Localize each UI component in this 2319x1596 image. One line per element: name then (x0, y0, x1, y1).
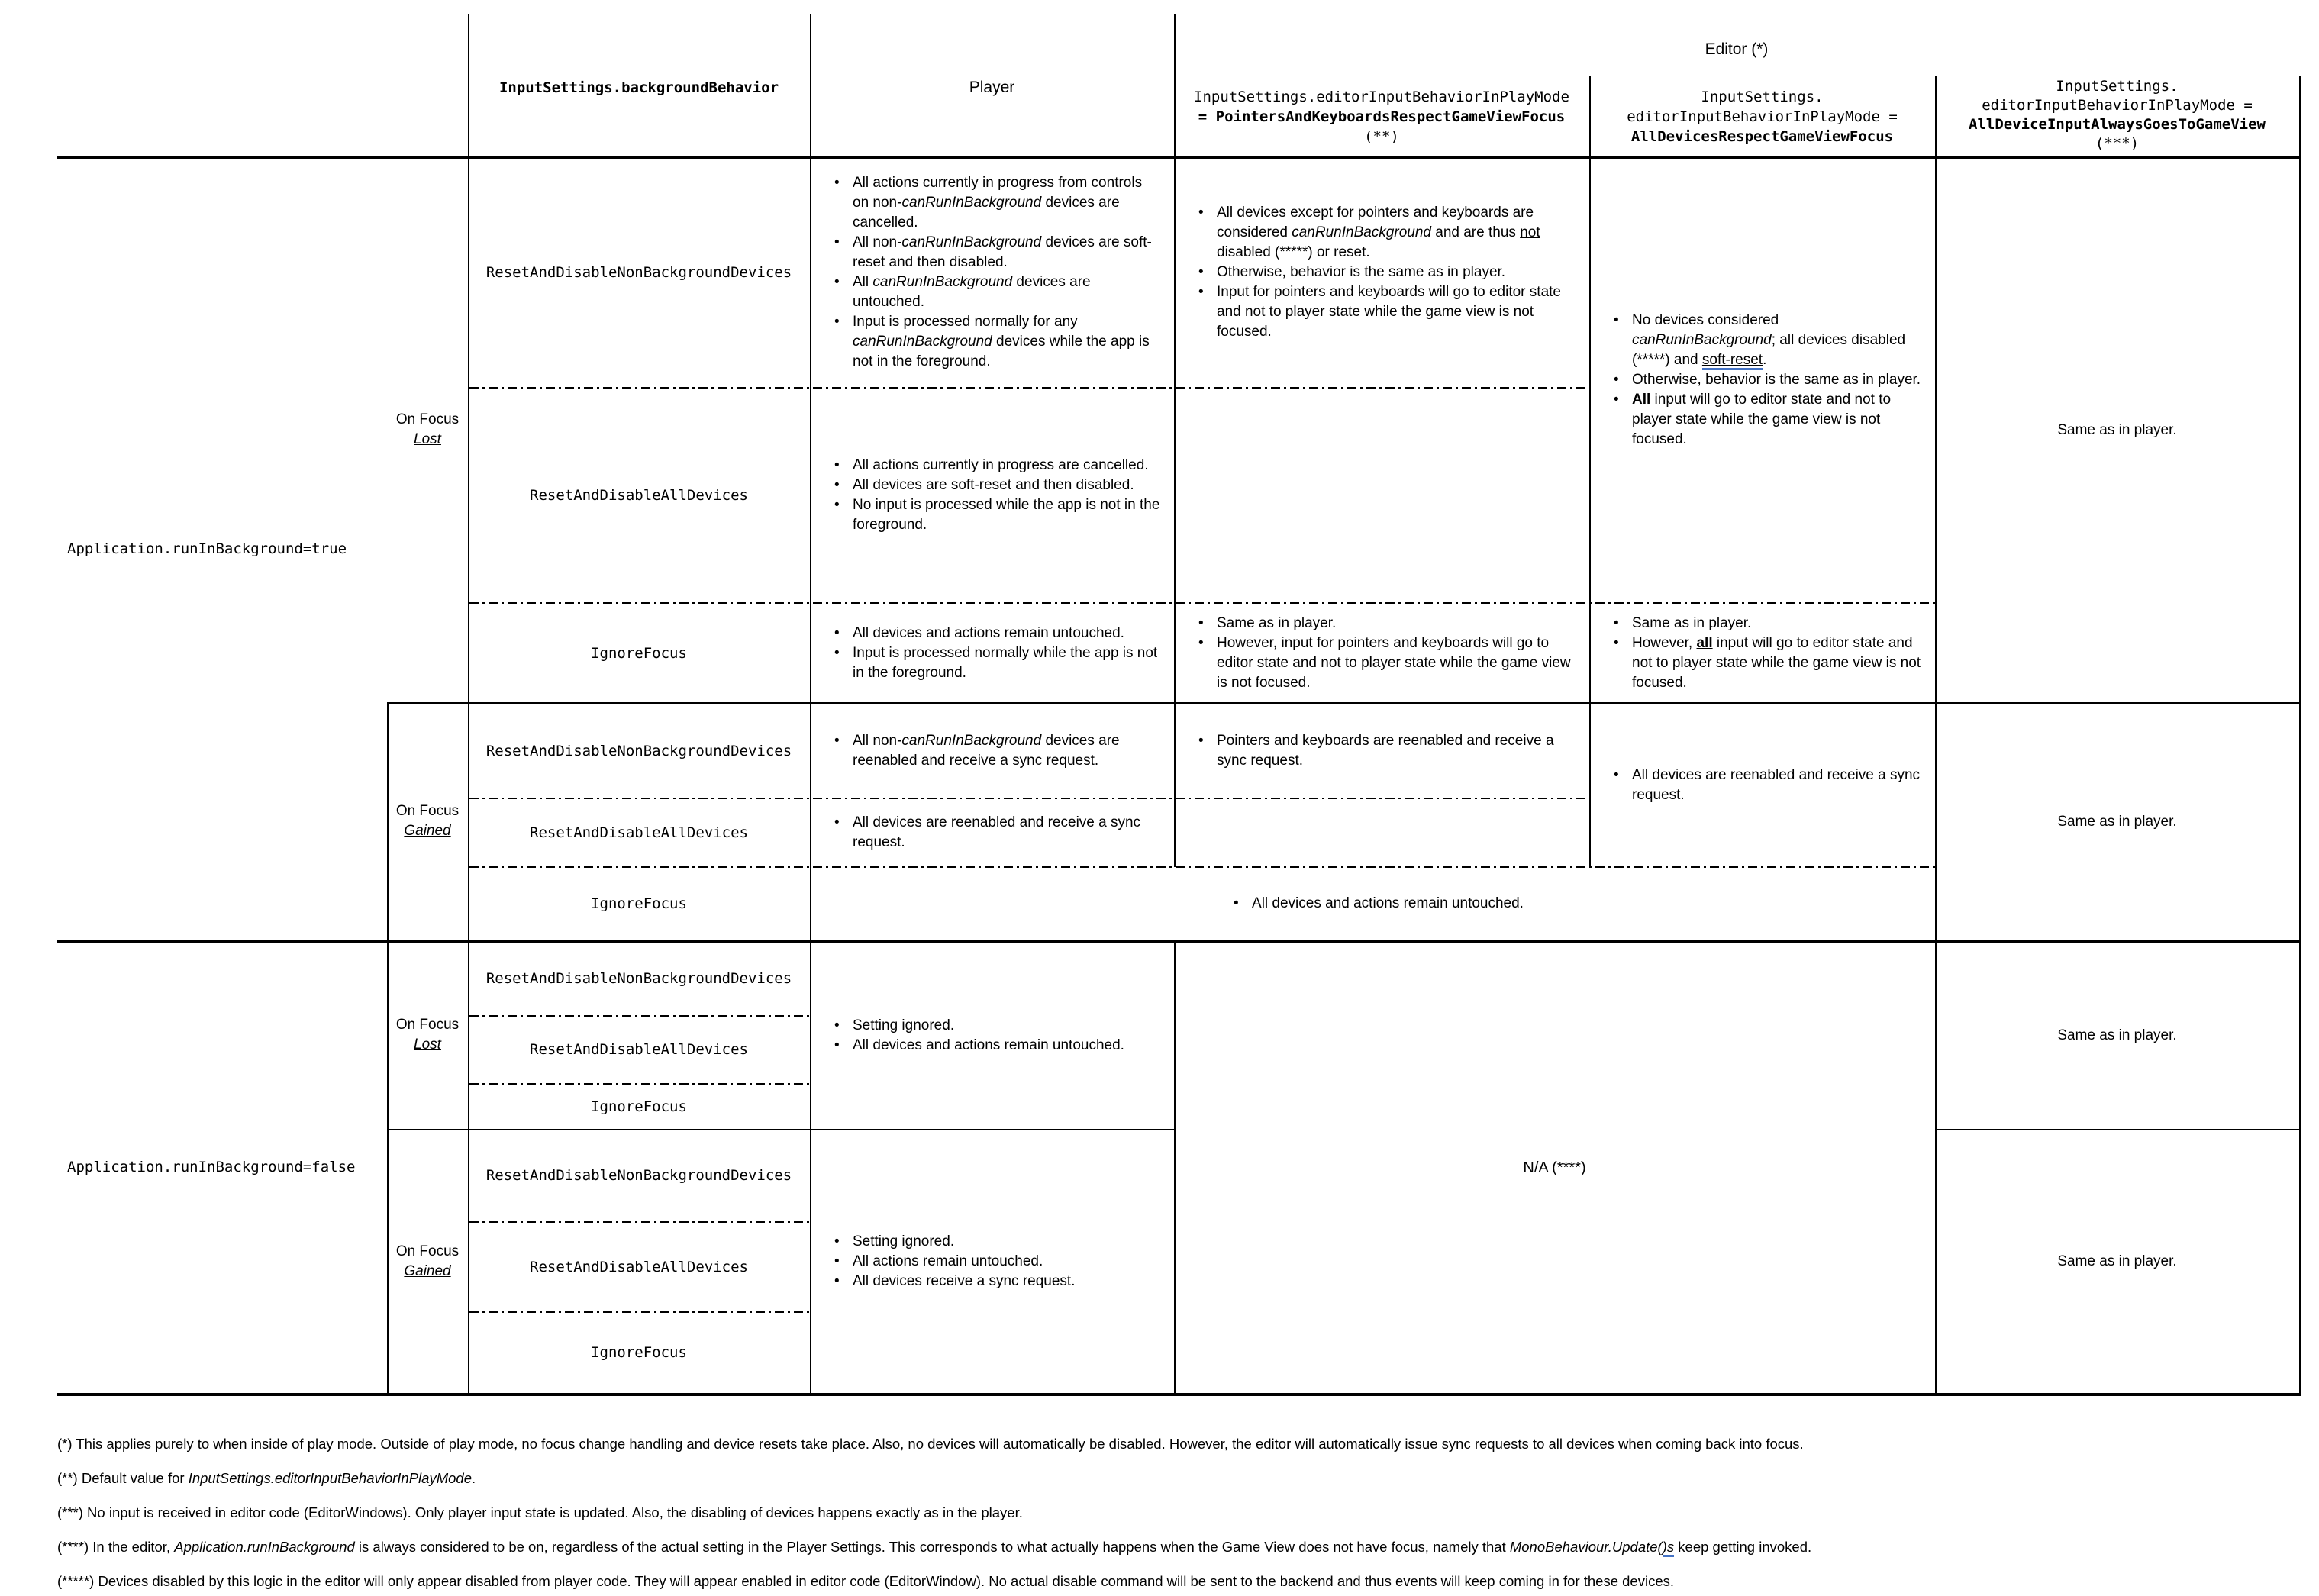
text-segment: No input is processed while the app is not in the foreground. (853, 497, 1160, 533)
bullet-item (833, 624, 1162, 643)
text-segment: and are thus (1430, 224, 1521, 240)
header-editor2-property: editorInputBehaviorInPlayMode = (1627, 108, 1898, 125)
text-segment: devices are untouched. (853, 274, 1091, 310)
behavior-value-label: ResetAndDisableAllDevices (530, 824, 748, 841)
text-segment: However, (1632, 634, 1697, 651)
text-segment: all (1696, 634, 1713, 651)
text-segment: is always considered to be on, regardless of the actual setting in the Player Settings. This corresponds to what actually happens when the Game View does not have focus, namely that (354, 1539, 1510, 1555)
text-segment: ; all devices disabled (*****) and (1632, 332, 1906, 368)
row-label-true-gained-reset-non-background (469, 704, 808, 797)
column-header-background-behavior-label: InputSettings.backgroundBehavior (498, 79, 779, 96)
row-label-true-lost-reset-all (469, 389, 808, 601)
text-segment: canRunInBackground (853, 334, 992, 350)
footnote-2 (57, 1469, 476, 1488)
header-editor1-footnote-ref: (**) (1364, 128, 1399, 145)
divider-dashed-true-lost-row2 (469, 602, 1935, 604)
bullet-list (1176, 203, 1588, 342)
text-segment: All non- (853, 732, 902, 749)
bullet-list (811, 173, 1172, 372)
behavior-value-label: ResetAndDisableAllDevices (530, 1258, 748, 1275)
bullet-item (1612, 311, 1923, 370)
bullet-item (833, 731, 1162, 771)
bullet-item (1232, 894, 1524, 914)
column-group-header-editor-label: Editor (*) (1705, 40, 1769, 58)
text-segment: Input is processed normally for any (853, 314, 1078, 330)
text-segment: All devices are soft-reset and then disabled. (853, 477, 1134, 493)
cell-player-true-lost-reset-all (811, 389, 1172, 601)
text-segment: Otherwise, behavior is the same as in player. (1632, 372, 1921, 388)
row-label-true-gained-reset-all (469, 799, 808, 866)
bullet-item (1612, 390, 1923, 450)
text-segment: All devices are reenabled and receive a sync request. (853, 814, 1141, 850)
cell-editor2-true-lost-ignore (1591, 605, 1934, 701)
same-as-player-text: Same as in player. (2057, 1027, 2177, 1043)
text-segment: Setting ignored. (853, 1233, 955, 1249)
same-as-player-text: Same as in player. (2057, 421, 2177, 438)
text-segment: . (471, 1470, 476, 1486)
cell-editor3-false-gained (1937, 1130, 2298, 1392)
cell-editor-na (1176, 943, 1934, 1393)
cell-editor3-false-lost (1937, 943, 2298, 1128)
text-segment: canRunInBackground (1632, 332, 1772, 348)
text-segment: All (1632, 392, 1651, 408)
on-focus-label: On Focus (395, 1243, 460, 1259)
text-segment: soft-reset (1702, 352, 1763, 370)
bullet-item (833, 456, 1162, 476)
bullet-item (833, 1232, 1162, 1252)
bullet-item (1197, 263, 1577, 282)
cell-player-true-lost-ignore (811, 605, 1172, 701)
bullet-item (1612, 614, 1923, 634)
row-label-false-gained-reset-non-background (469, 1130, 808, 1220)
column-group-header-editor (1174, 23, 2299, 76)
bullet-item (1612, 766, 1923, 805)
footnote-3 (57, 1503, 1023, 1523)
bullet-list (1591, 766, 1934, 805)
text-segment: All devices are reenabled and receive a sync request. (1632, 766, 1921, 803)
text-segment: not (1520, 224, 1540, 240)
bullet-item (1197, 614, 1577, 634)
on-focus-label: On Focus (395, 1016, 460, 1033)
cell-player-true-lost-reset-non-background (811, 159, 1172, 386)
bullet-list (811, 1232, 1172, 1291)
column-header-background-behavior (468, 46, 810, 130)
same-as-player-text: Same as in player. (2057, 814, 2177, 830)
bullet-list (1176, 731, 1588, 771)
behavior-value-label: ResetAndDisableNonBackgroundDevices (485, 1167, 792, 1184)
row-group-true-label: Application.runInBackground=true (67, 540, 347, 557)
text-segment: No devices considered (1632, 312, 1779, 328)
text-segment: )s (1663, 1539, 1674, 1557)
footnote-4 (57, 1537, 1811, 1557)
text-segment: canRunInBackground (901, 234, 1042, 250)
text-segment: All devices and actions remain untouched. (1252, 895, 1524, 911)
focus-gained-label: Gained (404, 823, 451, 839)
text-segment: disabled (*****) or reset. (1217, 244, 1370, 260)
text-segment: canRunInBackground (1292, 224, 1431, 240)
cell-player-true-gained-reset-non-background (811, 704, 1172, 797)
text-segment: Otherwise, behavior is the same as in player. (1217, 264, 1506, 280)
column-header-player-label: Player (969, 79, 1015, 96)
row-label-false-on-focus-lost (387, 941, 468, 1128)
text-segment: InputSettings.editorInputBehaviorInPlayMode (188, 1470, 472, 1486)
text-segment: All actions remain untouched. (853, 1253, 1043, 1269)
bullet-item (1612, 370, 1923, 390)
text-segment: canRunInBackground (901, 195, 1042, 211)
text-segment: devices while the app is not in the foreground. (853, 334, 1150, 369)
text-segment: devices are reenabled and receive a sync request. (853, 732, 1120, 769)
cell-editor3-true-gained (1937, 704, 2298, 940)
bullet-item (833, 813, 1162, 853)
text-segment: All devices except for pointers and keyboards are considered (1217, 205, 1534, 240)
column-header-editor-all-devices-respect (1589, 76, 1935, 157)
bullet-list (1591, 614, 1934, 693)
column-header-editor-always-to-gameview (1935, 73, 2299, 157)
text-segment: . (1763, 352, 1767, 368)
text-segment: All actions currently in progress are cancelled. (853, 457, 1149, 473)
bullet-list (811, 1016, 1172, 1056)
row-label-true-on-focus-lost (387, 157, 468, 701)
text-segment: However, input for pointers and keyboards will go to editor state and not to player state while the game view is not focused. (1217, 634, 1571, 691)
text-segment: Setting ignored. (853, 1017, 955, 1033)
header-editor3-footnote-ref: (***) (2095, 134, 2140, 152)
header-editor1-property: InputSettings.editorInputBehaviorInPlayMode (1194, 89, 1569, 105)
header-editor3-value: AllDeviceInputAlwaysGoesToGameView (1969, 115, 2266, 133)
row-label-false-lost-reset-all (469, 1017, 808, 1082)
bullet-item (1197, 634, 1577, 693)
footnote-5 (57, 1572, 1674, 1591)
behavior-value-label: IgnoreFocus (591, 895, 687, 912)
divider-table-bottom (57, 1393, 2301, 1396)
bullet-item (833, 1036, 1162, 1056)
row-label-true-lost-ignore-focus (469, 605, 808, 701)
cell-editor1-true-lost-reset-non-background (1176, 159, 1588, 386)
text-segment: canRunInBackground (872, 274, 1013, 290)
behavior-value-label: ResetAndDisableAllDevices (530, 1041, 748, 1058)
focus-lost-label: Lost (414, 1036, 441, 1053)
bullet-list (811, 456, 1172, 535)
text-segment: Same as in player. (1632, 614, 1752, 631)
text-segment: All (853, 274, 873, 290)
row-label-false-on-focus-gained (387, 1130, 468, 1393)
bullet-item (833, 233, 1162, 272)
text-segment: Application.runInBackground (174, 1539, 355, 1555)
text-segment: Input is processed normally while the app is not in the foreground. (853, 644, 1158, 681)
same-as-player-text: Same as in player. (2057, 1253, 2177, 1269)
cell-editor2-true-lost-reset-rows (1591, 159, 1934, 601)
bullet-list (811, 813, 1172, 853)
column-header-player (810, 46, 1174, 130)
footnote-1 (57, 1434, 1804, 1454)
row-label-true-lost-reset-non-background (469, 159, 808, 386)
text-segment: (***) No input is received in editor code (EditorWindows). Only player input state is updated. Also, the disabling of devices happens exactly as in the player. (57, 1504, 1023, 1520)
behavior-value-label: ResetAndDisableNonBackgroundDevices (485, 970, 792, 987)
cell-player-false-lost (811, 943, 1172, 1128)
text-segment: Pointers and keyboards are reenabled and receive a sync request. (1217, 732, 1554, 769)
behavior-value-label: ResetAndDisableNonBackgroundDevices (485, 742, 792, 759)
header-editor2-class: InputSettings. (1701, 89, 1824, 105)
text-segment: All devices and actions remain untouched. (853, 1037, 1124, 1053)
on-focus-label: On Focus (395, 411, 460, 427)
row-label-false-gained-ignore-focus (469, 1313, 808, 1392)
bullet-list (811, 731, 1172, 771)
text-segment: canRunInBackground (901, 732, 1042, 749)
text-segment: Input for pointers and keyboards will go to editor state and not to player state while the game view is not focused. (1217, 284, 1561, 340)
bullet-list (1176, 614, 1588, 693)
row-group-run-in-background-false (57, 941, 395, 1393)
cell-editor2-true-gained-reset-rows (1591, 704, 1934, 866)
header-editor3-class: InputSettings. (2056, 77, 2179, 95)
text-segment: input will go to editor state and not to player state while the game view is not focused. (1632, 634, 1921, 691)
header-editor2-value: AllDevicesRespectGameViewFocus (1630, 128, 1894, 145)
row-label-true-on-focus-gained (387, 703, 468, 940)
bullet-list (1211, 894, 1534, 914)
behavior-value-label: IgnoreFocus (591, 644, 687, 662)
na-text: N/A (****) (1523, 1159, 1586, 1176)
behavior-value-label: IgnoreFocus (591, 1344, 687, 1361)
behavior-value-label: ResetAndDisableAllDevices (530, 487, 748, 504)
focus-gained-label: Gained (404, 1262, 451, 1279)
text-segment: (**) Default value for (57, 1470, 189, 1486)
cell-player-true-gained-reset-all (811, 799, 1172, 866)
on-focus-label: On Focus (395, 803, 460, 819)
text-segment: (*****) Devices disabled by this logic in the editor will only appear disabled from player code. They will appear enabled in editor code (EditorWindow). No actual disable command will be sent to the backend and thus events will keep coming in for these devices. (57, 1573, 1675, 1589)
bullet-item (1197, 282, 1577, 342)
divider-vertical-right-edge (2299, 76, 2301, 1394)
bullet-item (833, 643, 1162, 683)
row-label-false-lost-ignore-focus (469, 1085, 808, 1128)
text-segment: All non- (853, 234, 902, 250)
text-segment: All devices and actions remain untouched. (853, 624, 1124, 641)
bullet-item (833, 1252, 1162, 1272)
row-label-false-gained-reset-all (469, 1223, 808, 1311)
text-segment: (*) This applies purely to when inside of play mode. Outside of play mode, no focus change handling and device resets take place. Also, no devices will automatically be disabled. However, the editor will automatically issue sync requests to all devices when coming back into focus. (57, 1436, 1804, 1452)
cell-editor1-true-lost-ignore (1176, 605, 1588, 701)
cell-player-false-gained (811, 1130, 1172, 1392)
cell-editor1-true-gained-reset-non-background (1176, 704, 1588, 797)
row-group-false-label: Application.runInBackground=false (67, 1159, 356, 1175)
focus-lost-label: Lost (414, 430, 441, 447)
row-group-run-in-background-true (57, 157, 395, 940)
text-segment: devices are soft-reset and then disabled. (853, 234, 1152, 270)
column-header-editor-pointers-keyboards (1174, 76, 1589, 157)
text-segment: All actions currently in progress from controls on non- (853, 175, 1143, 211)
header-editor1-value: = PointersAndKeyboardsRespectGameViewFocus (1198, 108, 1566, 125)
header-editor3-property: editorInputBehaviorInPlayMode = (1982, 96, 2253, 114)
bullet-item (833, 173, 1162, 233)
text-segment: Same as in player. (1217, 614, 1337, 631)
bullet-item (1197, 731, 1577, 771)
cell-merged-true-gained-ignore (811, 868, 1934, 939)
bullet-item (833, 312, 1162, 372)
text-segment: devices are cancelled. (853, 195, 1120, 231)
bullet-list (1591, 311, 1934, 450)
bullet-item (1612, 634, 1923, 693)
bullet-list (811, 624, 1172, 683)
bullet-item (833, 1272, 1162, 1291)
text-segment: MonoBehaviour.Update( (1509, 1539, 1663, 1555)
text-segment: input will go to editor state and not to player state while the game view is not focused. (1632, 392, 1892, 447)
bullet-item (833, 495, 1162, 535)
bullet-item (833, 1016, 1162, 1036)
text-segment: All devices receive a sync request. (853, 1272, 1076, 1289)
divider-dashed-true-lost-row1 (469, 387, 1589, 389)
bullet-item (1197, 203, 1577, 263)
text-segment: (****) In the editor, (57, 1539, 175, 1555)
cell-editor3-true-lost (1937, 159, 2298, 701)
row-label-true-gained-ignore-focus (469, 868, 808, 939)
behavior-value-label: ResetAndDisableNonBackgroundDevices (485, 264, 792, 281)
text-segment: keep getting invoked. (1674, 1539, 1812, 1555)
bullet-item (833, 272, 1162, 312)
row-label-false-lost-reset-non-background (469, 943, 808, 1014)
divider-true-lost-gained (387, 702, 2301, 704)
bullet-item (833, 476, 1162, 495)
behavior-value-label: IgnoreFocus (591, 1098, 687, 1115)
